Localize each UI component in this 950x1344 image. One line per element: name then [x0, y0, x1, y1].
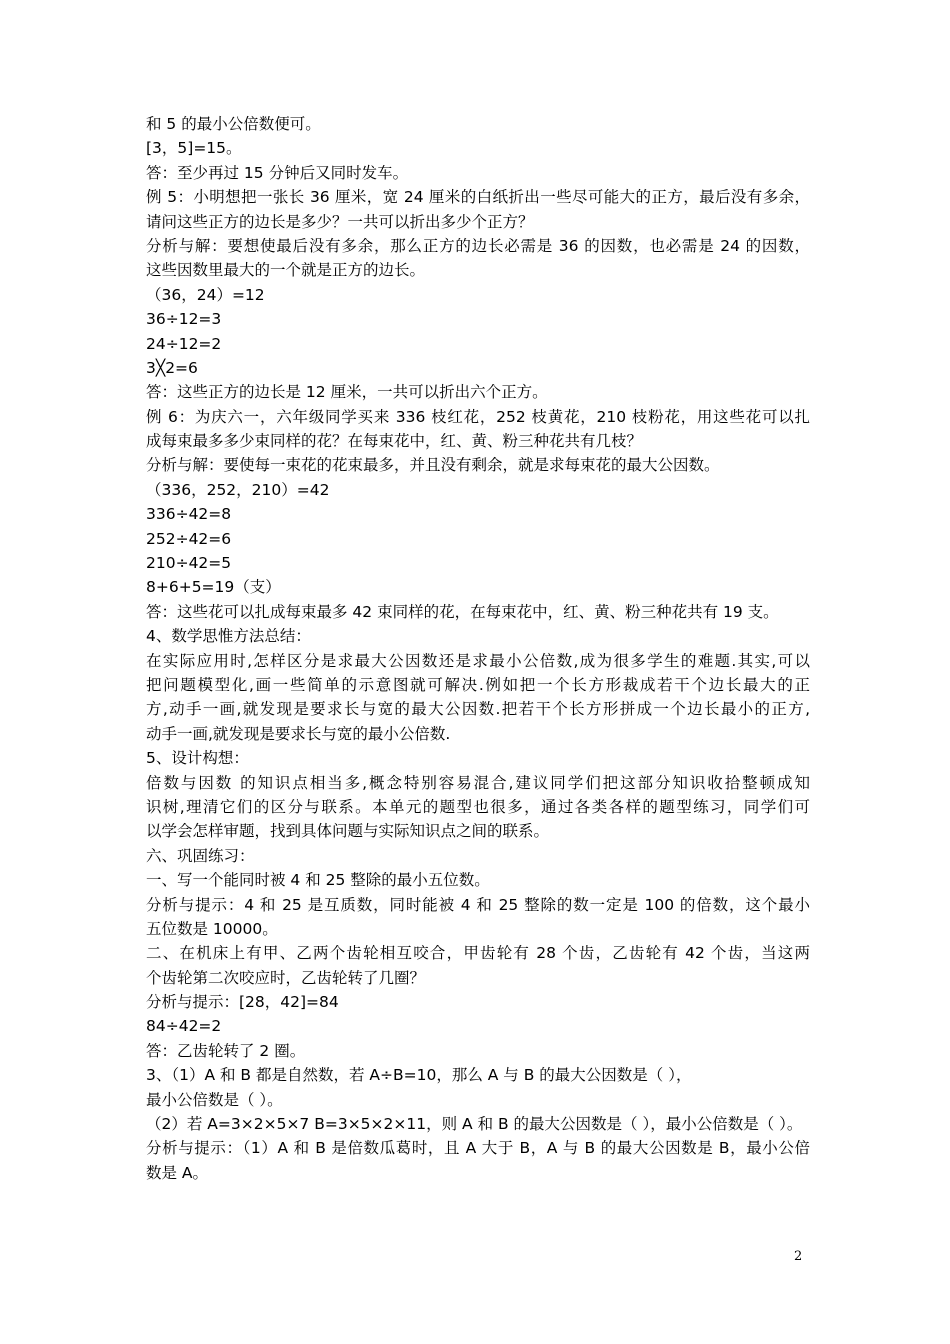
- text-line: 一、写一个能同时被 4 和 25 整除的最小五位数。: [146, 871, 490, 890]
- text-line: 二、在机床上有甲、乙两个齿轮相互咬合，甲齿轮有 28 个齿，乙齿轮有 42 个齿，当这两: [146, 944, 810, 963]
- text-line: 分析与提示：[28，42]=84: [146, 993, 339, 1012]
- text-line: 动手一画,就发现是要求长与宽的最小公倍数.: [146, 724, 451, 743]
- text-line: 五位数是 10000。: [146, 919, 278, 938]
- text-line: 分析与解：要使每一束花的花束最多，并且没有剩余，就是求每束花的最大公因数。: [146, 456, 720, 475]
- text-line: 识树,理清它们的区分与联系。本单元的题型也很多，通过各类各样的题型练习，同学们可: [146, 797, 810, 816]
- page-number: 2: [794, 1249, 803, 1264]
- text-line: 个齿轮第二次咬应时，乙齿轮转了几圈？: [146, 968, 426, 987]
- text-line: 以学会怎样审题，找到具体问题与实际知识点之间的联系。: [146, 822, 550, 841]
- text-line: 数是 A。: [146, 1163, 209, 1182]
- text-line: 252÷42=6: [146, 529, 232, 548]
- text-line: 3╳2=6: [146, 358, 198, 377]
- text-line: 210÷42=5: [146, 554, 232, 573]
- text-line: 例 6：为庆六一，六年级同学买来 336 枝红花，252 枝黄花，210 枝粉花，用这些花可以扎: [146, 407, 810, 426]
- text-line: 答：这些花可以扎成每束最多 42 束同样的花，在每束花中，红、黄、粉三种花共有 19 支。: [146, 602, 779, 621]
- text-line: 3、（1）A 和 B 都是自然数，若 A÷B=10，那么 A 与 B 的最大公因数是（ ），: [146, 1066, 692, 1085]
- text-line: 答：乙齿轮转了 2 圈。: [146, 1041, 306, 1060]
- text-line: 例 5：小明想把一张长 36 厘米，宽 24 厘米的白纸折出一些尽可能大的正方，最后没有多余，: [146, 188, 810, 207]
- text-line: 六、巩固练习：: [146, 846, 255, 865]
- text-line: 请问这些正方的边长是多少？一共可以折出多少个正方？: [146, 212, 534, 231]
- text-line: 84÷42=2: [146, 1017, 222, 1036]
- text-line: （2）若 A=3×2×5×7 B=3×5×2×11，则 A 和 B 的最大公因数是（ ），最小公倍数是（ ）。: [146, 1115, 803, 1134]
- text-line: （36，24）=12: [146, 285, 265, 304]
- text-line: 成每束最多多少束同样的花？在每束花中，红、黄、粉三种花共有几枝？: [146, 432, 643, 451]
- document-body: [146, 112, 810, 1185]
- text-line: 4、数学思惟方法总结：: [146, 627, 311, 646]
- text-line: 方,动手一画,就发现是要求长与宽的最大公因数.把若干个长方形拼成一个边长最小的正方,: [146, 700, 810, 719]
- text-line: 这些因数里最大的一个就是正方的边长。: [146, 261, 426, 280]
- text-line: 分析与提示：（1）A 和 B 是倍数瓜葛时，且 A 大于 B，A 与 B 的最大公因数是 B，最小公倍: [146, 1139, 810, 1158]
- text-line: 36÷12=3: [146, 310, 222, 329]
- text-line: 336÷42=8: [146, 505, 232, 524]
- text-line: 和 5 的最小公倍数便可。: [146, 115, 321, 133]
- text-line: 答：这些正方的边长是 12 厘米，一共可以折出六个正方。: [146, 383, 548, 402]
- text-line: [3，5]=15。: [146, 139, 242, 158]
- text-line: 分析与提示：4 和 25 是互质数，同时能被 4 和 25 整除的数一定是 100 的倍数，这个最小: [146, 895, 810, 914]
- text-line: 答：至少再过 15 分钟后又同时发车。: [146, 163, 409, 182]
- text-line: 分析与解：要想使最后没有多余，那么正方的边长必需是 36 的因数，也必需是 24 的因数，: [146, 236, 810, 255]
- text-line: 24÷12=2: [146, 334, 222, 353]
- text-line: 最小公倍数是（ ）。: [146, 1090, 283, 1109]
- text-line: 倍数与因数 的知识点相当多,概念特别容易混合,建议同学们把这部分知识收拾整顿成知: [146, 773, 810, 792]
- text-line: 8+6+5=19（支）: [146, 578, 281, 597]
- text-line: 把问题模型化,画一些简单的示意图就可解决.例如把一个长方形裁成若干个边长最大的正: [146, 675, 810, 694]
- text-line: 5、设计构想：: [146, 749, 249, 768]
- text-line: （336，252，210）=42: [146, 480, 330, 499]
- text-line: 在实际应用时,怎样区分是求最大公因数还是求最小公倍数,成为很多学生的难题.其实,可以: [146, 651, 810, 670]
